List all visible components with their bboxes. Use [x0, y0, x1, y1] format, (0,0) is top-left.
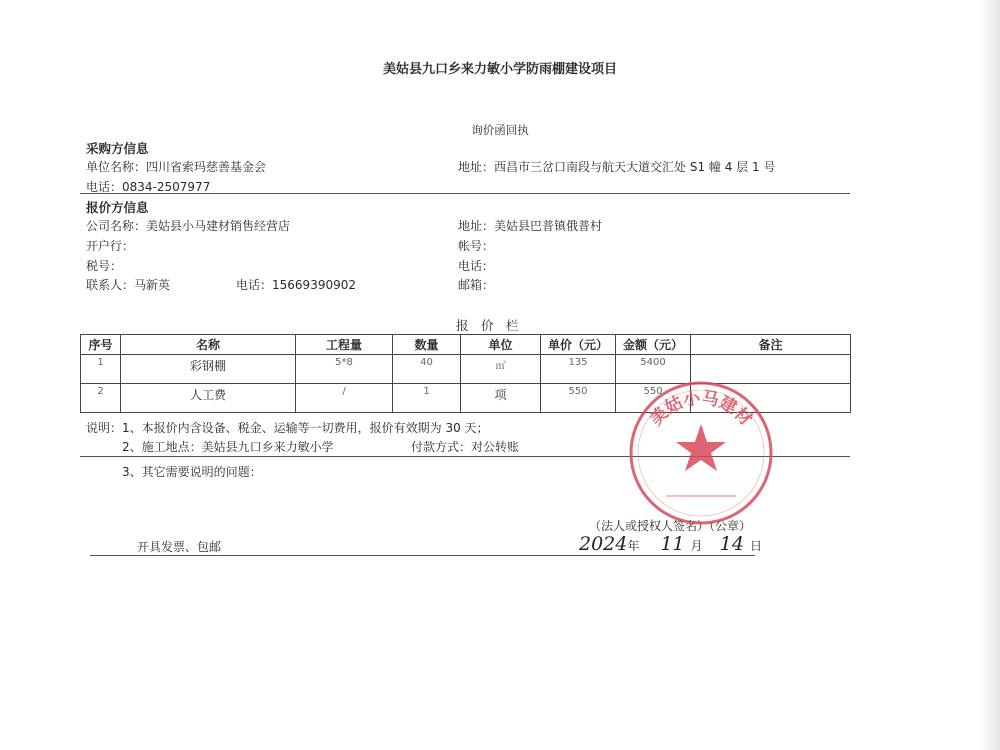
signature-line — [90, 555, 755, 556]
date-year: 2024 — [579, 533, 628, 555]
purchaser-address-value: 西昌市三岔口南段与航天大道交汇处 S1 幢 4 层 1 号 — [494, 160, 776, 174]
date-day: 14 — [719, 533, 744, 555]
quoter-contact-label: 联系人： — [86, 278, 135, 292]
cell-unit: ㎡ — [461, 355, 541, 384]
section-divider — [80, 193, 850, 194]
header-seq: 序号 — [81, 335, 121, 355]
cell-amount: 5400 — [616, 355, 691, 384]
cell-quantity-spec: / — [296, 384, 393, 413]
quoter-address — [458, 217, 602, 234]
cell-amount: 550 — [616, 384, 691, 413]
quoter-phone-label: 电话： — [458, 259, 495, 273]
quoter-contact-phone-label: 电话： — [236, 278, 273, 292]
signature-date — [579, 533, 762, 555]
invoice-note: 开具发票、包邮 — [137, 540, 222, 554]
quoter-contact — [86, 276, 170, 293]
header-unit: 单位 — [461, 335, 541, 355]
cell-unit-price: 135 — [541, 355, 616, 384]
quoter-tax-label: 税号： — [86, 259, 123, 273]
signature-label: （法人或授权人签名）（公章） — [589, 519, 752, 533]
header-name: 名称 — [121, 335, 296, 355]
quoter-contact-phone-value: 15669390902 — [272, 278, 356, 292]
cell-count: 1 — [393, 384, 461, 413]
date-month: 11 — [660, 533, 685, 555]
cell-count: 40 — [393, 355, 461, 384]
cell-unit: 项 — [461, 384, 541, 413]
purchaser-address — [458, 158, 775, 175]
cell-quantity-spec: 5*8 — [296, 355, 393, 384]
official-seal — [626, 378, 776, 528]
header-quantity-spec: 工程量 — [296, 335, 393, 355]
cell-name: 彩钢棚 — [121, 355, 296, 384]
header-count: 数量 — [393, 335, 461, 355]
quote-table-header-row — [81, 335, 851, 355]
cell-seq: 2 — [81, 384, 121, 413]
quoter-account-label: 帐号： — [458, 239, 495, 253]
quote-table-caption: 报 价 栏 — [456, 318, 519, 333]
scan-edge-shadow — [980, 0, 1000, 750]
quoter-bank-label: 开户行： — [86, 239, 135, 253]
purchaser-heading: 采购方信息 — [86, 141, 149, 156]
note-line-1: 说明：1、本报价内含设备、税金、运输等一切费用，报价有效期为 30 天； — [86, 421, 489, 435]
header-amount: 金额（元） — [616, 335, 691, 355]
date-month-suffix: 月 — [690, 539, 703, 553]
quoter-address-value: 美姑县巴普镇俄普村 — [494, 219, 603, 233]
header-remarks: 备注 — [691, 335, 851, 355]
header-unit-price: 单价（元） — [541, 335, 616, 355]
purchaser-unit-label: 单位名称： — [86, 160, 147, 174]
purchaser-address-label: 地址： — [458, 160, 495, 174]
seal-text: 美姑小马建材 — [646, 388, 756, 430]
purchaser-phone-label: 电话： — [86, 180, 123, 194]
note-payment: 付款方式：对公转账 — [411, 440, 520, 454]
quoter-company-label: 公司名称： — [86, 219, 147, 233]
purchaser-unit — [86, 158, 266, 175]
note-line-3: 3、其它需要说明的问题： — [122, 465, 262, 479]
date-year-suffix: 年 — [627, 539, 640, 553]
note-line-2: 2、施工地点：美姑县九口乡来力敏小学 — [122, 440, 334, 454]
purchaser-phone-value: 0834-2507977 — [122, 180, 211, 194]
quoter-contact-value: 马新英 — [134, 278, 171, 292]
cell-seq: 1 — [81, 355, 121, 384]
seal-star-icon — [676, 424, 726, 471]
quoter-contact-phone — [236, 276, 356, 293]
quoter-company-value: 美姑县小马建材销售经营店 — [146, 219, 291, 233]
quoter-email-label: 邮箱： — [458, 278, 495, 292]
cell-name: 人工费 — [121, 384, 296, 413]
quoter-heading: 报价方信息 — [86, 200, 149, 215]
purchaser-unit-value: 四川省索玛慈善基金会 — [146, 160, 267, 174]
document-title: 美姑县九口乡来力敏小学防雨棚建设项目 — [382, 62, 617, 77]
date-day-suffix: 日 — [749, 539, 762, 553]
cell-unit-price: 550 — [541, 384, 616, 413]
quoter-address-label: 地址： — [458, 219, 495, 233]
document-subtitle: 询价函回执 — [471, 123, 529, 137]
quoter-company — [86, 217, 290, 234]
